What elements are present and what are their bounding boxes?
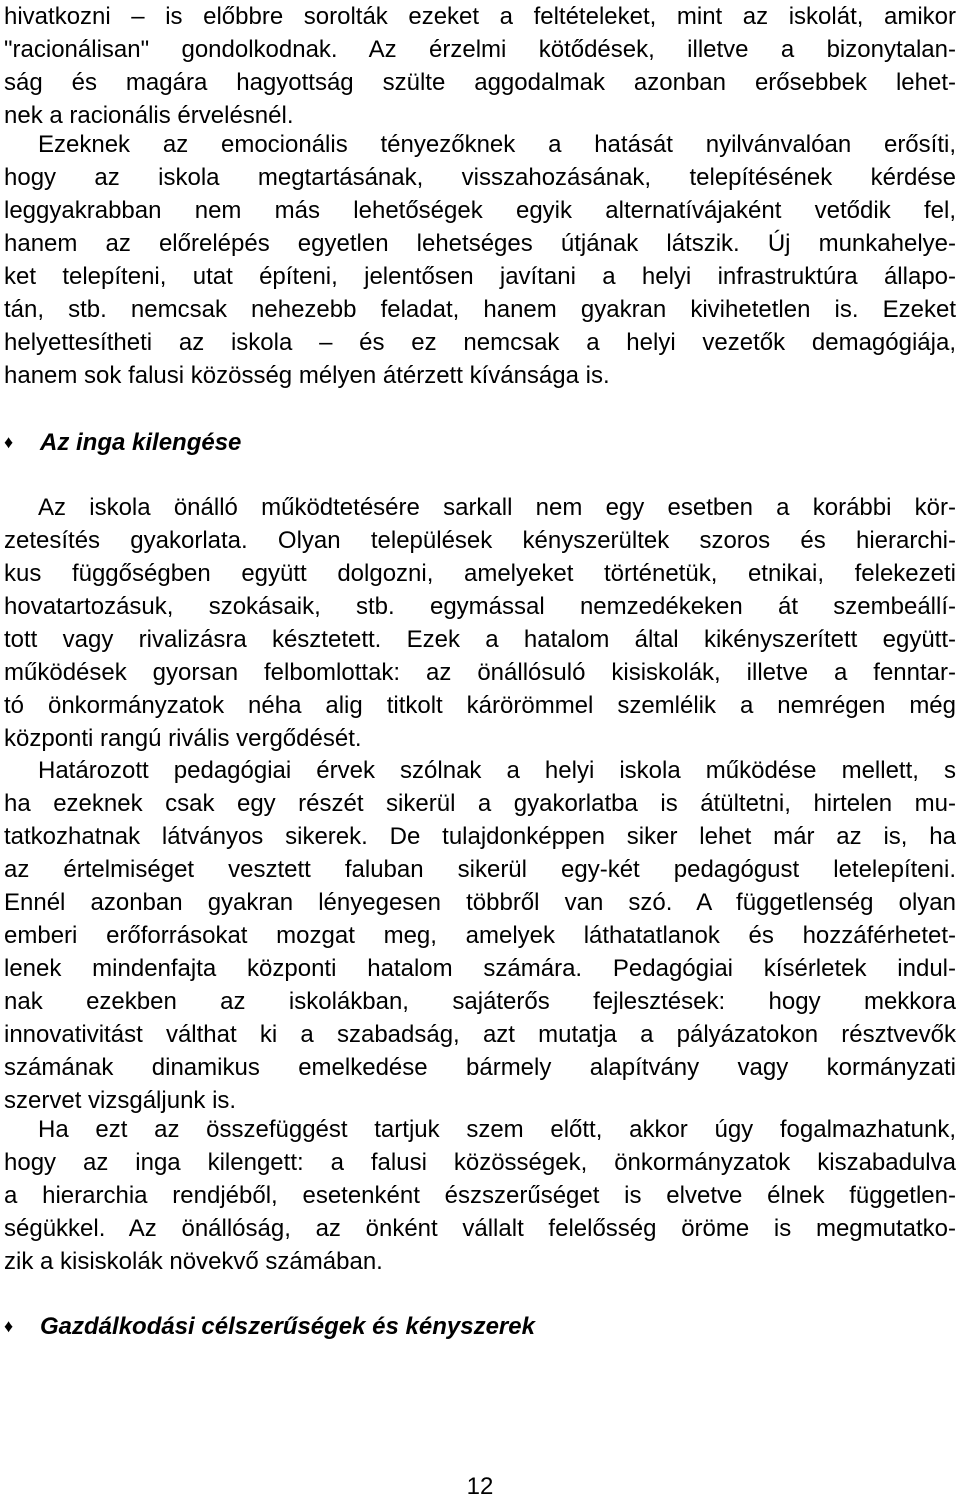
text-line: nek a racionális érvelésnél. [4, 102, 294, 129]
text-line: számának dinamikus emelkedése bármely alapítvány vagy kormányzati [4, 1054, 956, 1081]
text-line: innovativitást válthat ki a szabadság, azt mutatja a pályázatokon résztvevők [4, 1021, 956, 1048]
text-line: hivatkozni – is előbbre sorolták ezeket a feltételeket, mint az iskolát, amikor [4, 3, 956, 30]
text-line: hogy az inga kilengett: a falusi közösségek, önkormányzatok kiszabadulva [4, 1149, 956, 1176]
text-line: hanem sok falusi közösség mélyen átérzett kívánsága is. [4, 362, 610, 389]
text-line: Az iskola önálló működtetésére sarkall nem egy esetben a korábbi kör- [38, 494, 956, 521]
text-line: leggyakrabban nem más lehetőségek egyik alternatívájaként vetődik fel, [4, 197, 956, 224]
page-number: 12 [466, 1473, 494, 1500]
text-line: hanem az előrelépés egyetlen lehetséges útjának látszik. Új munkahelye- [4, 230, 956, 257]
text-line: Határozott pedagógiai érvek szólnak a helyi iskola működése mellett, s [38, 757, 956, 784]
text-line: ségükkel. Az önállóság, az önként vállalt felelősség öröme is megmutatko- [4, 1215, 956, 1242]
text-line: kus függőségben együtt dolgozni, amelyeket történetük, etnikai, felekezeti [4, 560, 956, 587]
section-heading-text: Az inga kilengése [40, 429, 242, 456]
text-line: hogy az iskola megtartásának, visszahozásának, telepítésének kérdése [4, 164, 956, 191]
diamond-bullet-icon: ♦ [4, 1316, 14, 1336]
text-line: helyettesítheti az iskola – és ez nemcsak a helyi vezetők demagógiája, [4, 329, 956, 356]
diamond-bullet-icon: ♦ [4, 432, 14, 452]
text-line: ket telepíteni, utat építeni, jelentősen javítani a helyi infrastruktúra állapo- [4, 263, 956, 290]
section-heading [4, 425, 241, 460]
text-line: az értelmiséget vesztett faluban sikerül egy-két pedagógust letelepíteni. [4, 856, 956, 883]
text-line: emberi erőforrásokat mozgat meg, amelyek láthatatlanok és hozzáférhetet- [4, 922, 956, 949]
text-line: "racionálisan" gondolkodnak. Az érzelmi kötődések, illetve a bizonytalan- [4, 36, 956, 63]
text-line: zik a kisiskolák növekvő számában. [4, 1248, 383, 1275]
text-line: Ennél azonban gyakran lényegesen többről van szó. A függetlenség olyan [4, 889, 956, 916]
text-line: ha ezeknek csak egy részét sikerül a gyakorlatba is átültetni, hirtelen mu- [4, 790, 956, 817]
text-line: nak ezekben az iskolákban, sajáterős fejlesztések: hogy mekkora [4, 988, 956, 1015]
text-line: tatkozhatnak látványos sikerek. De tulajdonképpen siker lehet már az is, ha [4, 823, 956, 850]
text-line: működések gyorsan felbomlottak: az önállósuló kisiskolák, illetve a fenntar- [4, 659, 956, 686]
section-heading [4, 1309, 535, 1344]
text-line: szervet vizsgáljunk is. [4, 1087, 237, 1114]
text-line: Ha ezt az összefüggést tartjuk szem előtt, akkor úgy fogalmazhatunk, [38, 1116, 956, 1143]
text-line: tó önkormányzatok néha alig titkolt kárörömmel szemlélik a nemrégen még [4, 692, 956, 719]
text-line: lenek mindenfajta központi hatalom számára. Pedagógiai kísérletek indul- [4, 955, 956, 982]
text-line: ság és magára hagyottság szülte aggodalmak azonban erősebbek lehet- [4, 69, 956, 96]
text-line: Ezeknek az emocionális tényezőknek a hatását nyilvánvalóan erősíti, [38, 131, 956, 158]
text-line: tán, stb. nemcsak nehezebb feladat, hanem gyakran kivihetetlen is. Ezeket [4, 296, 956, 323]
text-line: központi rangú rivális vergődését. [4, 725, 362, 752]
text-line: zetesítés gyakorlata. Olyan települések kényszerültek szoros és hierarchi- [4, 527, 956, 554]
text-line: hovatartozásuk, szokásaik, stb. egymással nemzedékeken át szembeállí- [4, 593, 956, 620]
section-heading-text: Gazdálkodási célszerűségek és kényszerek [40, 1313, 535, 1340]
text-line: a hierarchia rendjéből, esetenként észszerűséget is elvetve élnek független- [4, 1182, 956, 1209]
text-line: tott vagy rivalizásra késztetett. Ezek a hatalom által kikényszerített együtt- [4, 626, 956, 653]
